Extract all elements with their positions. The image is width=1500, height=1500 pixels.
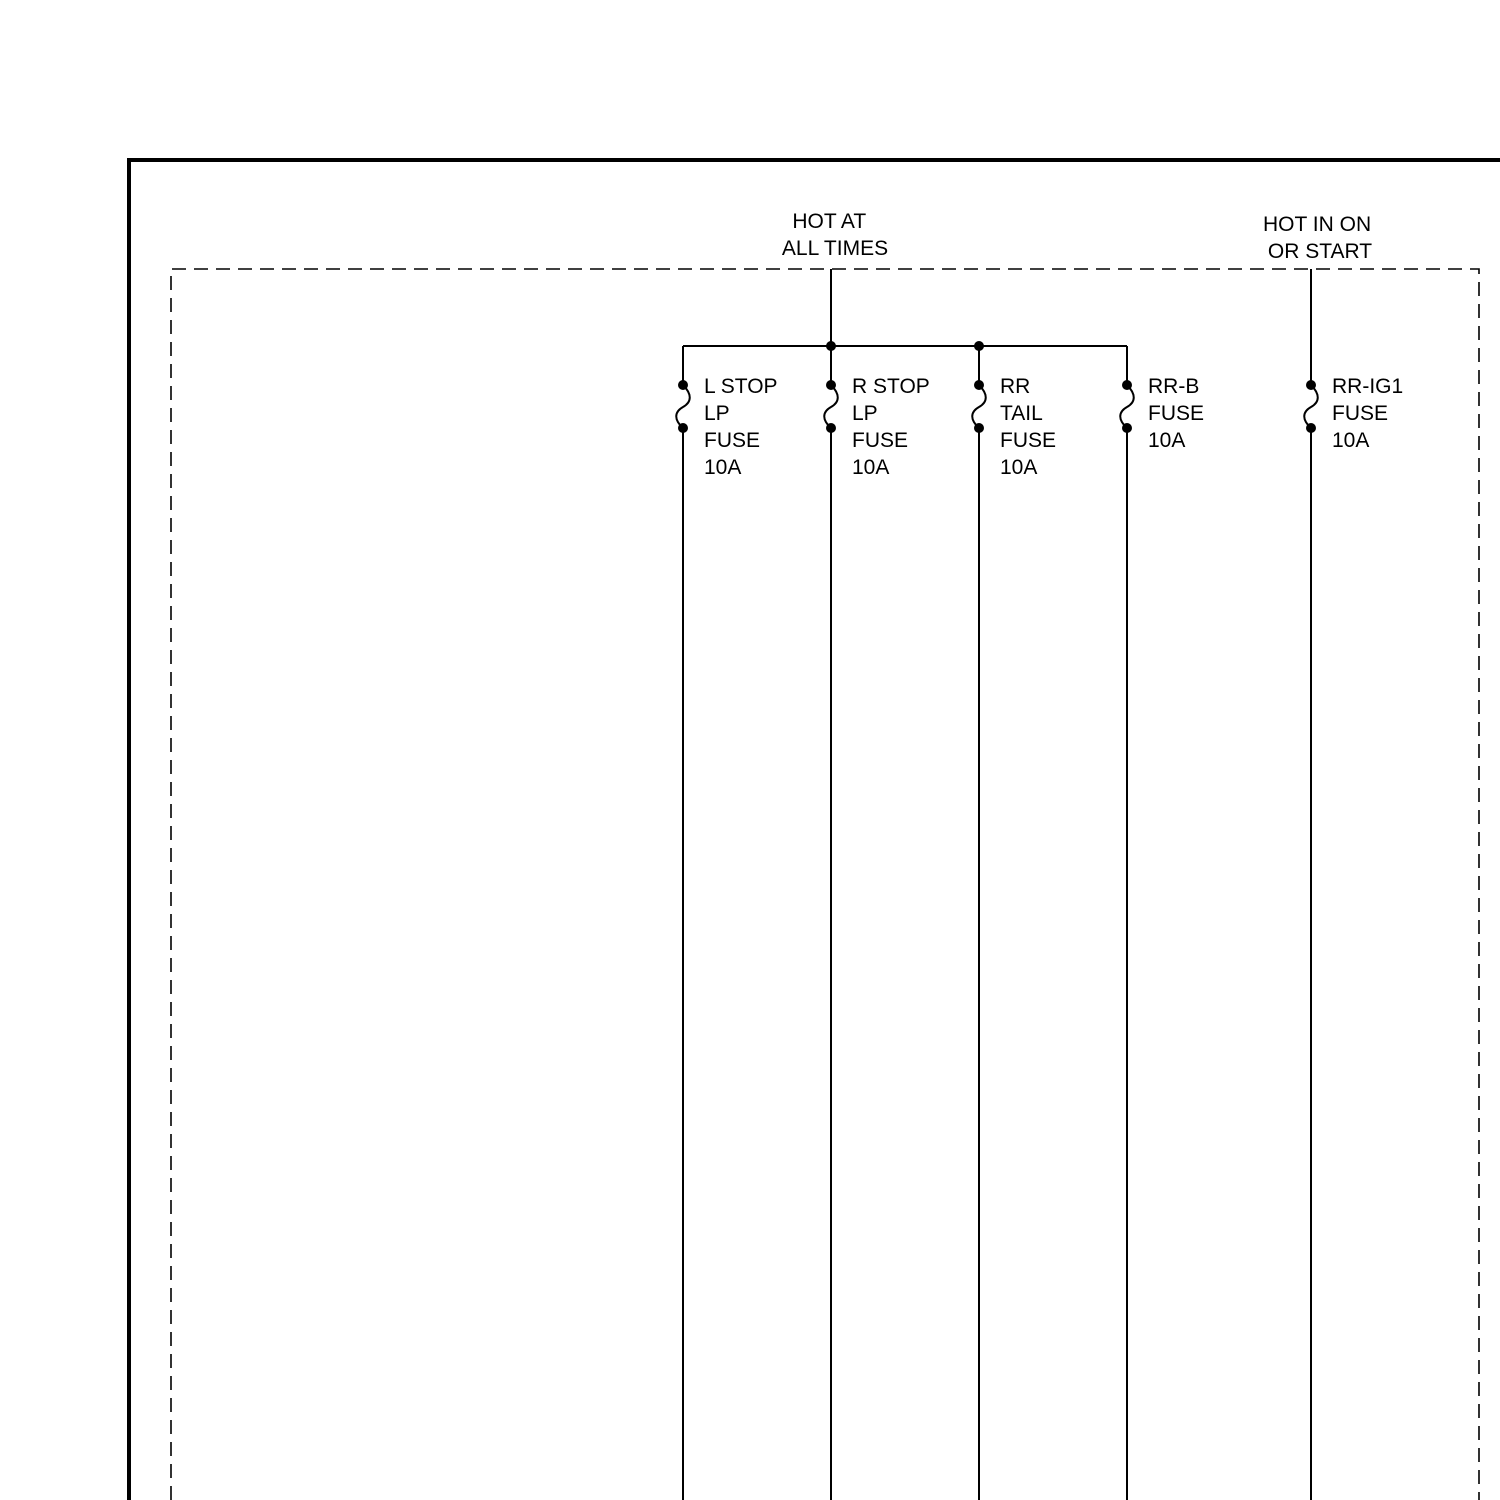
fuse-rr-ig1 xyxy=(1304,375,1409,1500)
fuse-label xyxy=(1332,375,1409,452)
fuse-element xyxy=(1304,385,1318,428)
fuse-label-line: FUSE xyxy=(852,429,909,452)
fuse-label-line: 10A xyxy=(1148,429,1186,452)
fuse-label-line: FUSE xyxy=(704,429,761,452)
fuse-label-line: 10A xyxy=(852,456,890,479)
source-label-ignition xyxy=(1263,213,1377,263)
fuse-rr-b xyxy=(1120,346,1210,1500)
fuse-element xyxy=(676,385,690,428)
fuse-label-line: FUSE xyxy=(1332,402,1389,425)
fuse-label-line: 10A xyxy=(1000,456,1038,479)
fuse-label-line: 10A xyxy=(704,456,742,479)
source-label-line: HOT IN ON xyxy=(1263,213,1372,236)
fuse-label-line: R STOP xyxy=(852,375,930,398)
fuse-label-line: RR xyxy=(1000,375,1031,398)
fuse-label-line: TAIL xyxy=(1000,402,1043,425)
fuse-label-line: RR-IG1 xyxy=(1332,375,1404,398)
fuse-box-boundary xyxy=(171,269,1479,1500)
fuse-l-stop-lp xyxy=(676,346,783,1500)
fuse-element xyxy=(972,385,986,428)
fuse-label-line: FUSE xyxy=(1148,402,1205,425)
source-label-line: ALL TIMES xyxy=(781,237,889,260)
fuse-label xyxy=(1148,375,1210,452)
outer-frame xyxy=(129,160,1500,1500)
fuse-rr-tail xyxy=(972,346,1062,1500)
fuse-label xyxy=(1000,375,1062,479)
fuse-label-line: FUSE xyxy=(1000,429,1057,452)
fuse-element xyxy=(1120,385,1134,428)
source-label-line: HOT AT xyxy=(792,210,866,233)
fuse-element xyxy=(824,385,838,428)
source-label-line: OR START xyxy=(1267,240,1373,263)
source-label-battery xyxy=(782,210,888,260)
fuse-label-line: RR-B xyxy=(1148,375,1200,398)
fuse-r-stop-lp xyxy=(824,346,935,1500)
fuse-label xyxy=(704,375,783,479)
fuse-label xyxy=(852,375,935,479)
fuse-label-line: L STOP xyxy=(704,375,778,398)
fuse-label-line: LP xyxy=(704,402,730,425)
fuse-label-line: 10A xyxy=(1332,429,1370,452)
fuse-label-line: LP xyxy=(852,402,878,425)
